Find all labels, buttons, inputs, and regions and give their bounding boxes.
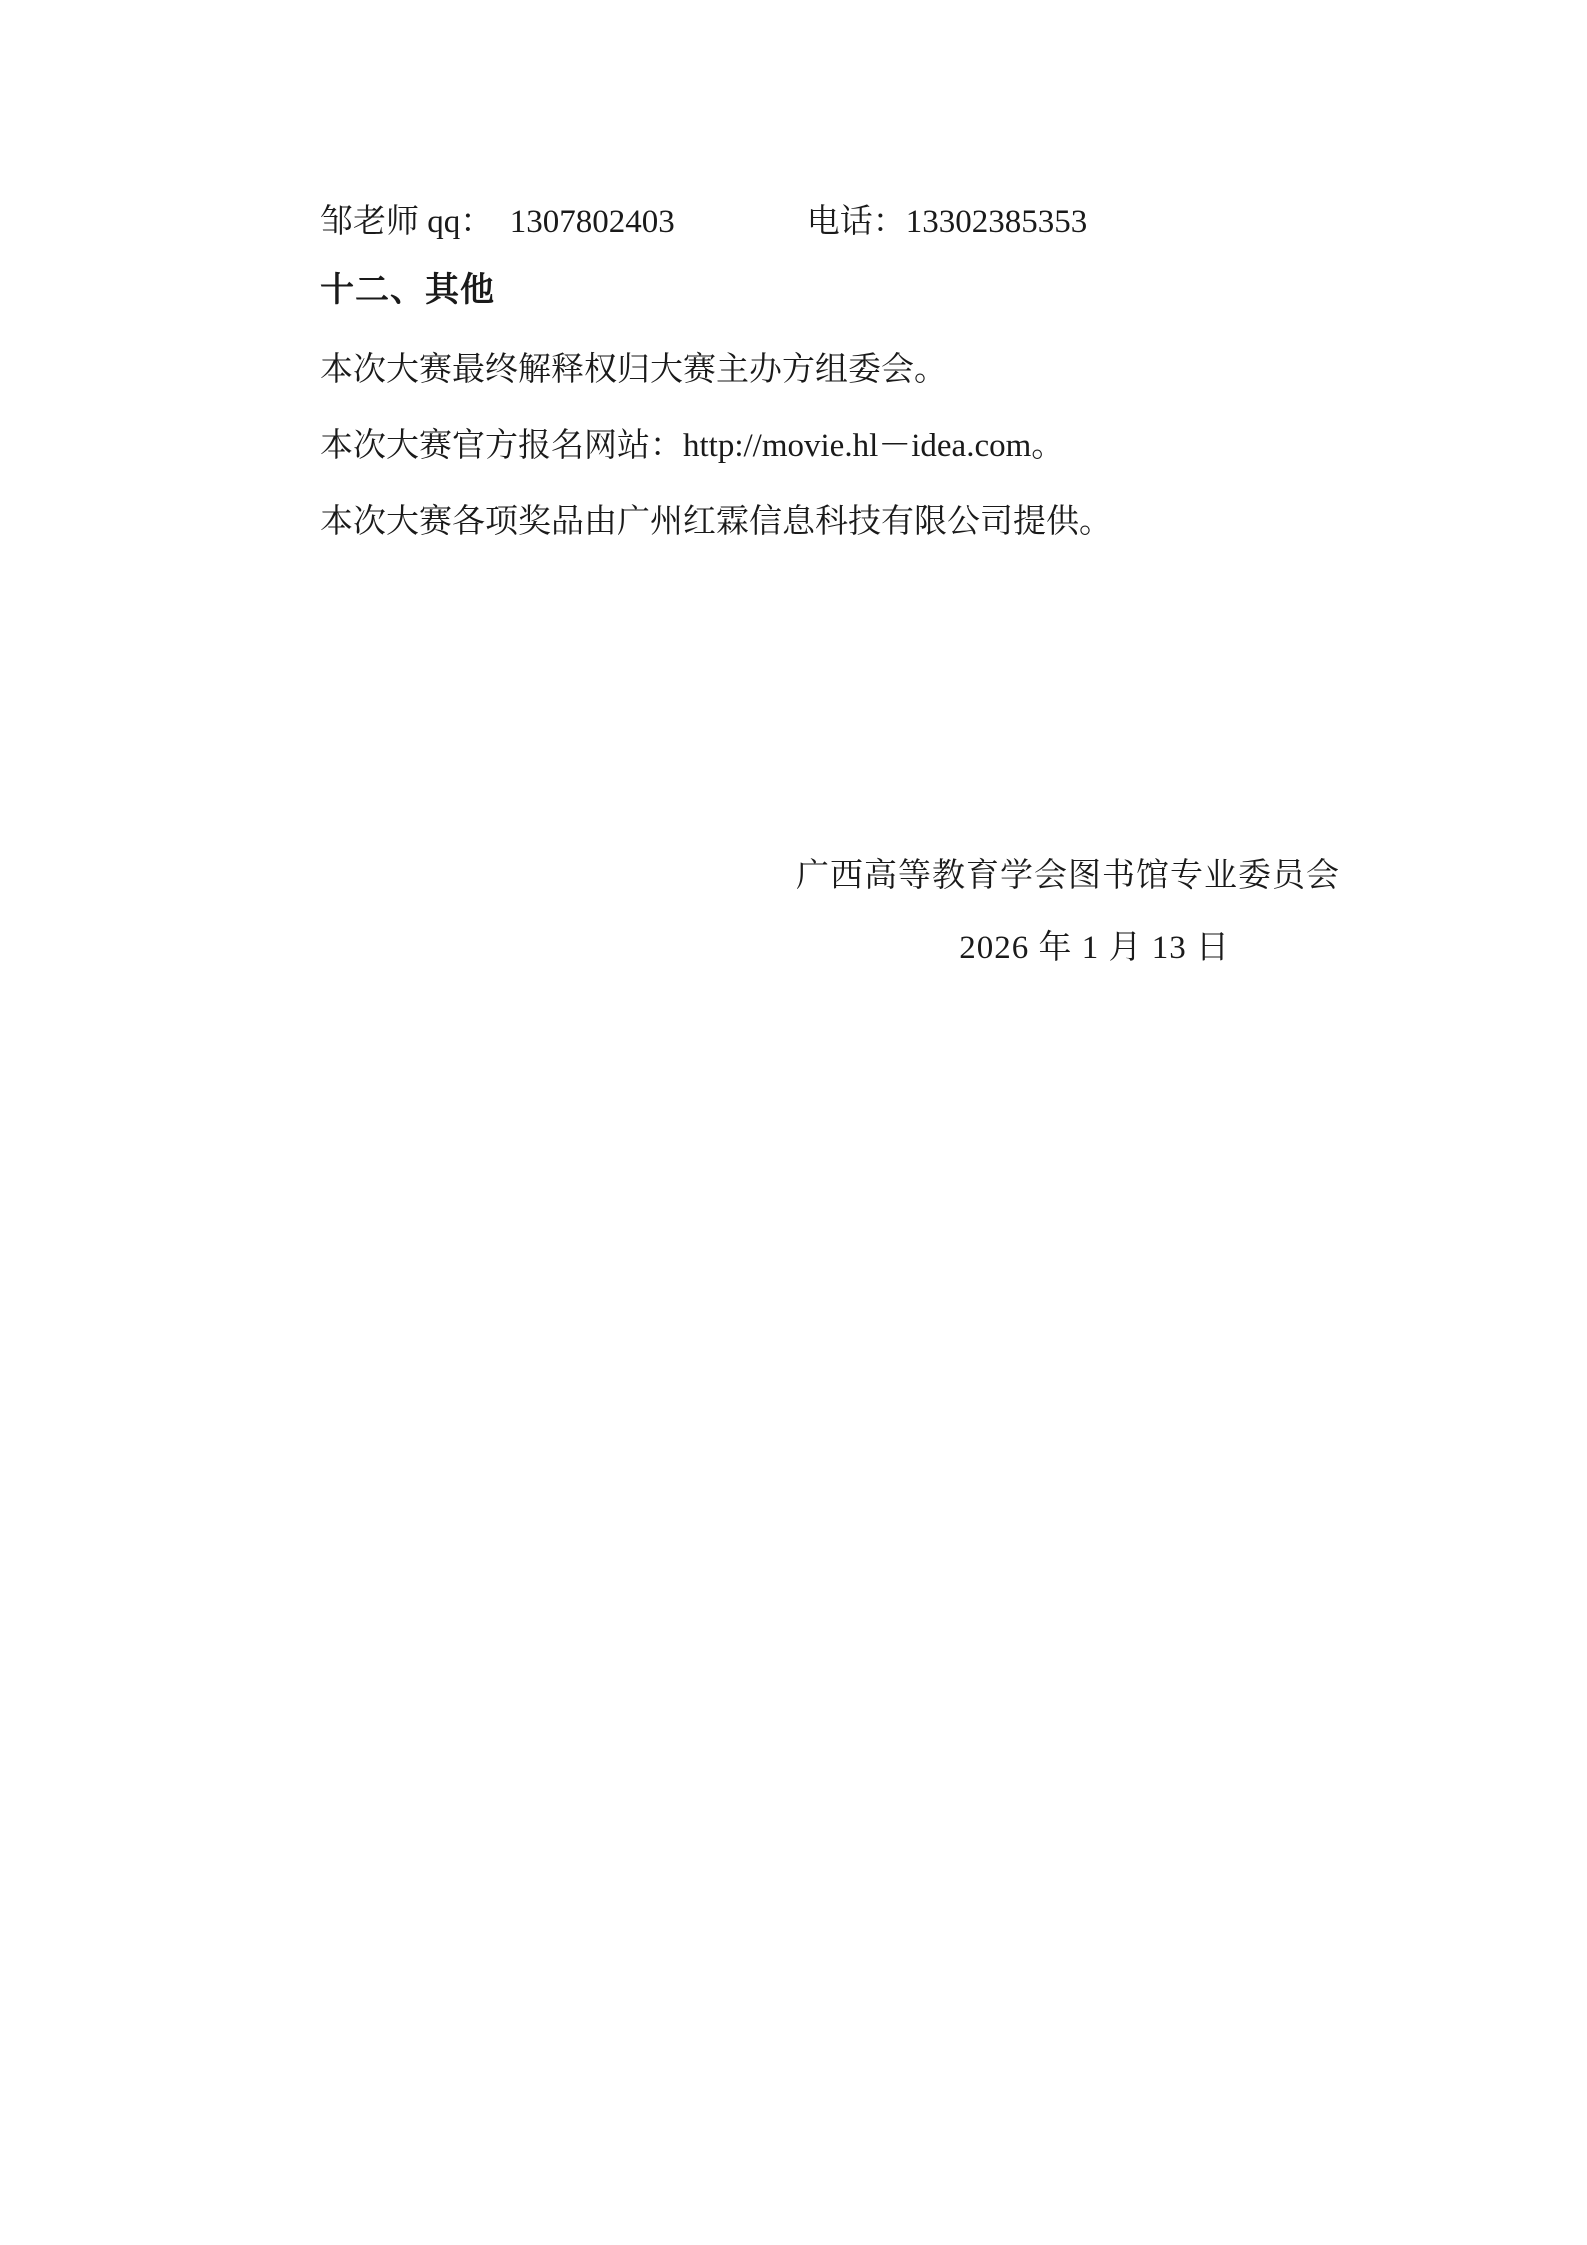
- phone-number: 13302385353: [905, 204, 1088, 240]
- section-paragraph-1: 本次大赛最终解释权归大赛主办方组委会。: [320, 352, 947, 388]
- page-content: [320, 196, 1340, 560]
- contact-line: [320, 196, 1340, 248]
- section-paragraph-3: 本次大赛各项奖品由广州红霖信息科技有限公司提供。: [320, 504, 1112, 540]
- signature-organization: 广西高等教育学会图书馆专业委员会: [796, 858, 1340, 894]
- section-paragraph-2: 本次大赛官方报名网站：http://movie.hl－idea.com。: [320, 428, 1065, 464]
- phone-label: 电话：: [806, 204, 906, 240]
- section-heading: 十二、其他: [320, 270, 495, 310]
- teacher-qq-label: 邹老师 qq：: [320, 204, 477, 240]
- qq-number: 1307802403: [509, 204, 675, 240]
- signature-date: 2026 年 1 月 13 日: [959, 930, 1230, 966]
- signature-block: [320, 840, 1348, 984]
